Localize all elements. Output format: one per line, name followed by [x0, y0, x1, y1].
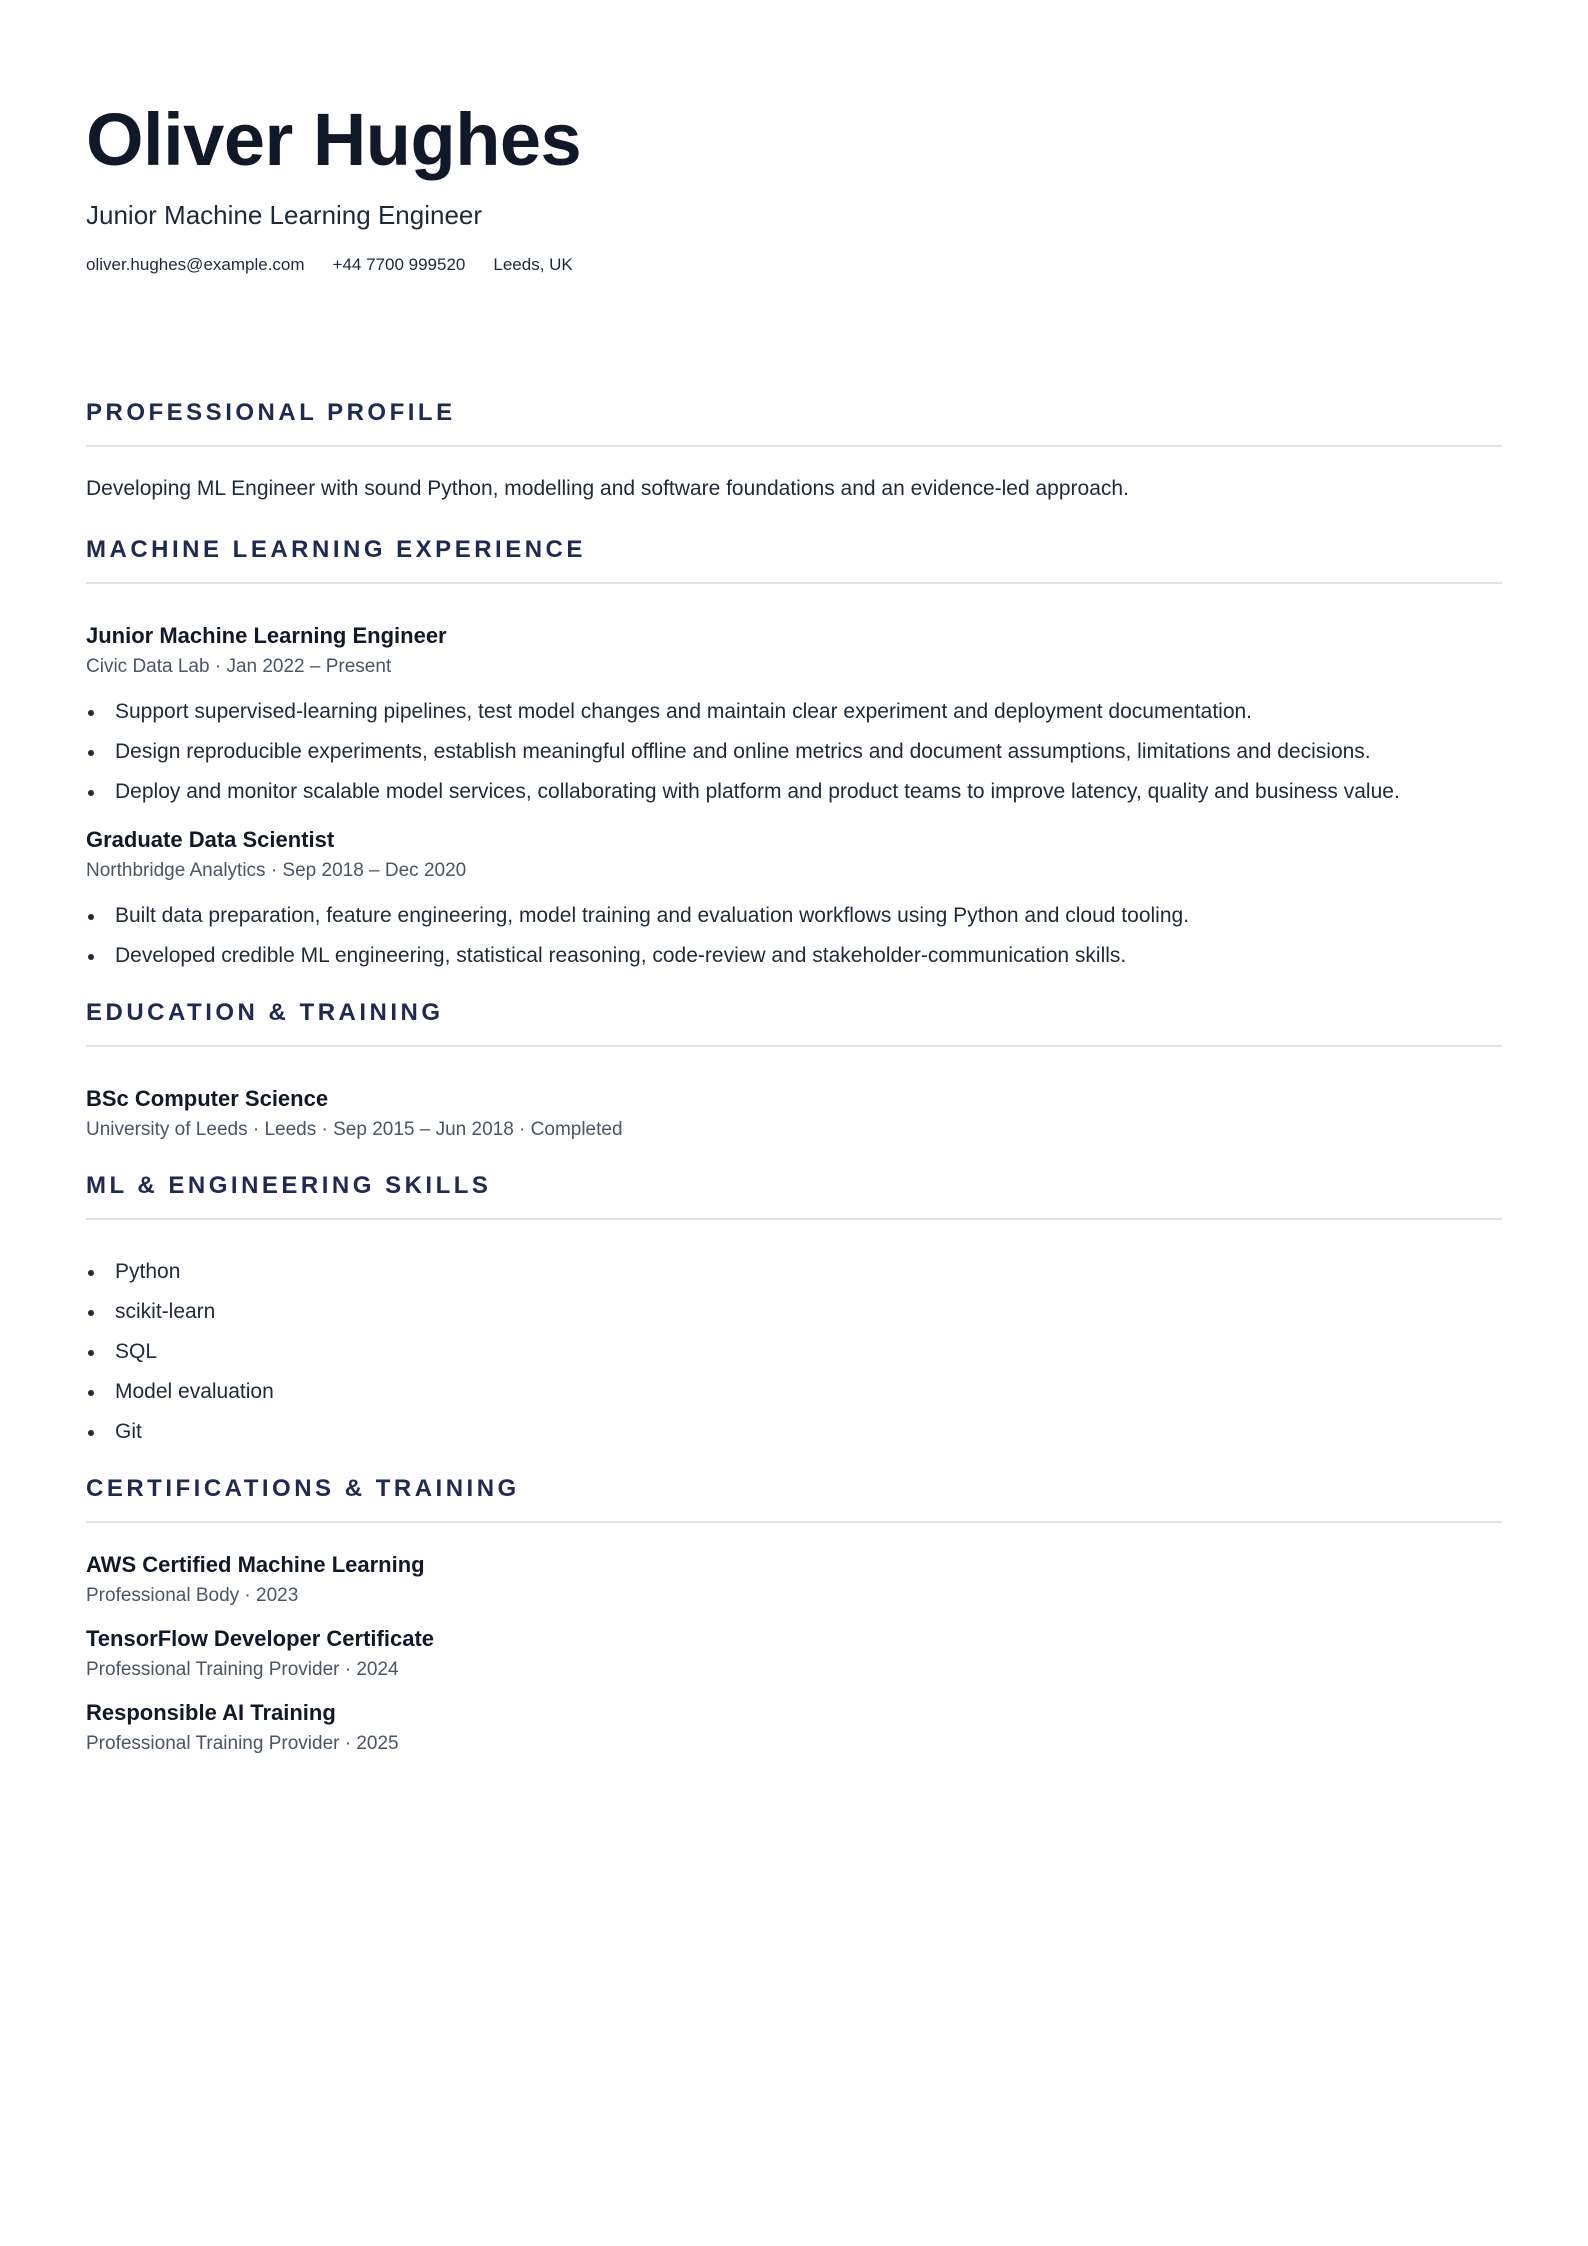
section-skills	[86, 1171, 1502, 1446]
section-certifications	[86, 1474, 1502, 1757]
bullet-text: Support supervised-learning pipelines, test model changes and maintain clear experiment and deployment documentation.	[115, 700, 1253, 723]
section-heading: PROFESSIONAL PROFILE	[86, 399, 456, 426]
section-experience	[86, 535, 1502, 970]
cert-meta: Professional Body · 2023	[86, 1585, 299, 1606]
skill-text: scikit-learn	[115, 1300, 216, 1323]
job-meta: Northbridge Analytics · Sep 2018 – Dec 2020	[86, 860, 467, 881]
list-item	[86, 1298, 1502, 1326]
cert-title: AWS Certified Machine Learning	[86, 1552, 425, 1577]
job-title: Graduate Data Scientist	[86, 827, 335, 852]
list-item	[86, 738, 1502, 766]
skills-list	[86, 1258, 1502, 1446]
section-divider	[86, 1218, 1502, 1220]
job-bullets	[86, 902, 1502, 970]
contact-email[interactable]: oliver.hughes@example.com	[86, 255, 305, 274]
candidate-name: Oliver Hughes	[86, 98, 582, 181]
list-item	[86, 778, 1502, 806]
contact-location: Leeds, UK	[493, 255, 573, 274]
section-divider	[86, 1045, 1502, 1047]
bullet-text: Design reproducible experiments, establish meaningful offline and online metrics and document assumptions, limitations and decisions.	[115, 740, 1371, 763]
list-item	[86, 1378, 1502, 1406]
cert-meta: Professional Training Provider · 2024	[86, 1659, 399, 1680]
contact-row	[86, 254, 1502, 276]
degree-title: BSc Computer Science	[86, 1086, 329, 1111]
bullet-icon	[88, 1350, 94, 1356]
certification-entry	[86, 1551, 1502, 1609]
job-meta: Civic Data Lab · Jan 2022 – Present	[86, 656, 392, 677]
bullet-icon	[88, 954, 94, 960]
skill-text: Git	[115, 1420, 142, 1443]
cert-meta: Professional Training Provider · 2025	[86, 1733, 399, 1754]
list-item	[86, 1418, 1502, 1446]
list-item	[86, 698, 1502, 726]
bullet-icon	[88, 1310, 94, 1316]
section-education	[86, 998, 1502, 1143]
bullet-icon	[88, 750, 94, 756]
certification-entry	[86, 1699, 1502, 1757]
resume-header	[86, 0, 1502, 276]
list-item	[86, 902, 1502, 930]
degree-meta: University of Leeds · Leeds · Sep 2015 – Jun 2018 · Completed	[86, 1119, 623, 1140]
bullet-icon	[88, 790, 94, 796]
cert-title: Responsible AI Training	[86, 1700, 336, 1725]
job-entry	[86, 826, 1502, 970]
bullet-text: Deploy and monitor scalable model services, collaborating with platform and product teams to improve latency, quality and business value.	[115, 780, 1400, 803]
bullet-text: Built data preparation, feature engineering, model training and evaluation workflows using Python and cloud tooling.	[115, 904, 1190, 927]
section-heading: EDUCATION & TRAINING	[86, 999, 444, 1026]
bullet-icon	[88, 1270, 94, 1276]
skill-text: Python	[115, 1260, 181, 1283]
skills-bullets	[86, 1258, 1502, 1446]
job-title: Junior Machine Learning Engineer	[86, 623, 447, 648]
job-bullets	[86, 698, 1502, 806]
bullet-icon	[88, 710, 94, 716]
bullet-icon	[88, 1390, 94, 1396]
skill-text: SQL	[115, 1340, 158, 1363]
section-divider	[86, 582, 1502, 584]
cert-title: TensorFlow Developer Certificate	[86, 1626, 435, 1651]
bullet-icon	[88, 914, 94, 920]
bullet-icon	[88, 1430, 94, 1436]
bullet-text: Developed credible ML engineering, statistical reasoning, code-review and stakeholder-communication skills.	[115, 944, 1127, 967]
contact-phone[interactable]: +44 7700 999520	[332, 255, 466, 274]
list-item	[86, 1338, 1502, 1366]
section-heading: MACHINE LEARNING EXPERIENCE	[86, 536, 586, 563]
section-heading: CERTIFICATIONS & TRAINING	[86, 1475, 520, 1502]
section-heading: ML & ENGINEERING SKILLS	[86, 1172, 492, 1199]
education-entry	[86, 1085, 1502, 1143]
job-entry	[86, 622, 1502, 806]
section-divider	[86, 445, 1502, 447]
profile-summary: Developing ML Engineer with sound Python, modelling and software foundations and an evidence-led approach.	[86, 477, 1129, 500]
list-item	[86, 1258, 1502, 1286]
candidate-title: Junior Machine Learning Engineer	[86, 200, 483, 230]
certification-entry	[86, 1625, 1502, 1683]
skill-text: Model evaluation	[115, 1380, 274, 1403]
list-item	[86, 942, 1502, 970]
section-divider	[86, 1521, 1502, 1523]
section-profile	[86, 398, 1502, 503]
